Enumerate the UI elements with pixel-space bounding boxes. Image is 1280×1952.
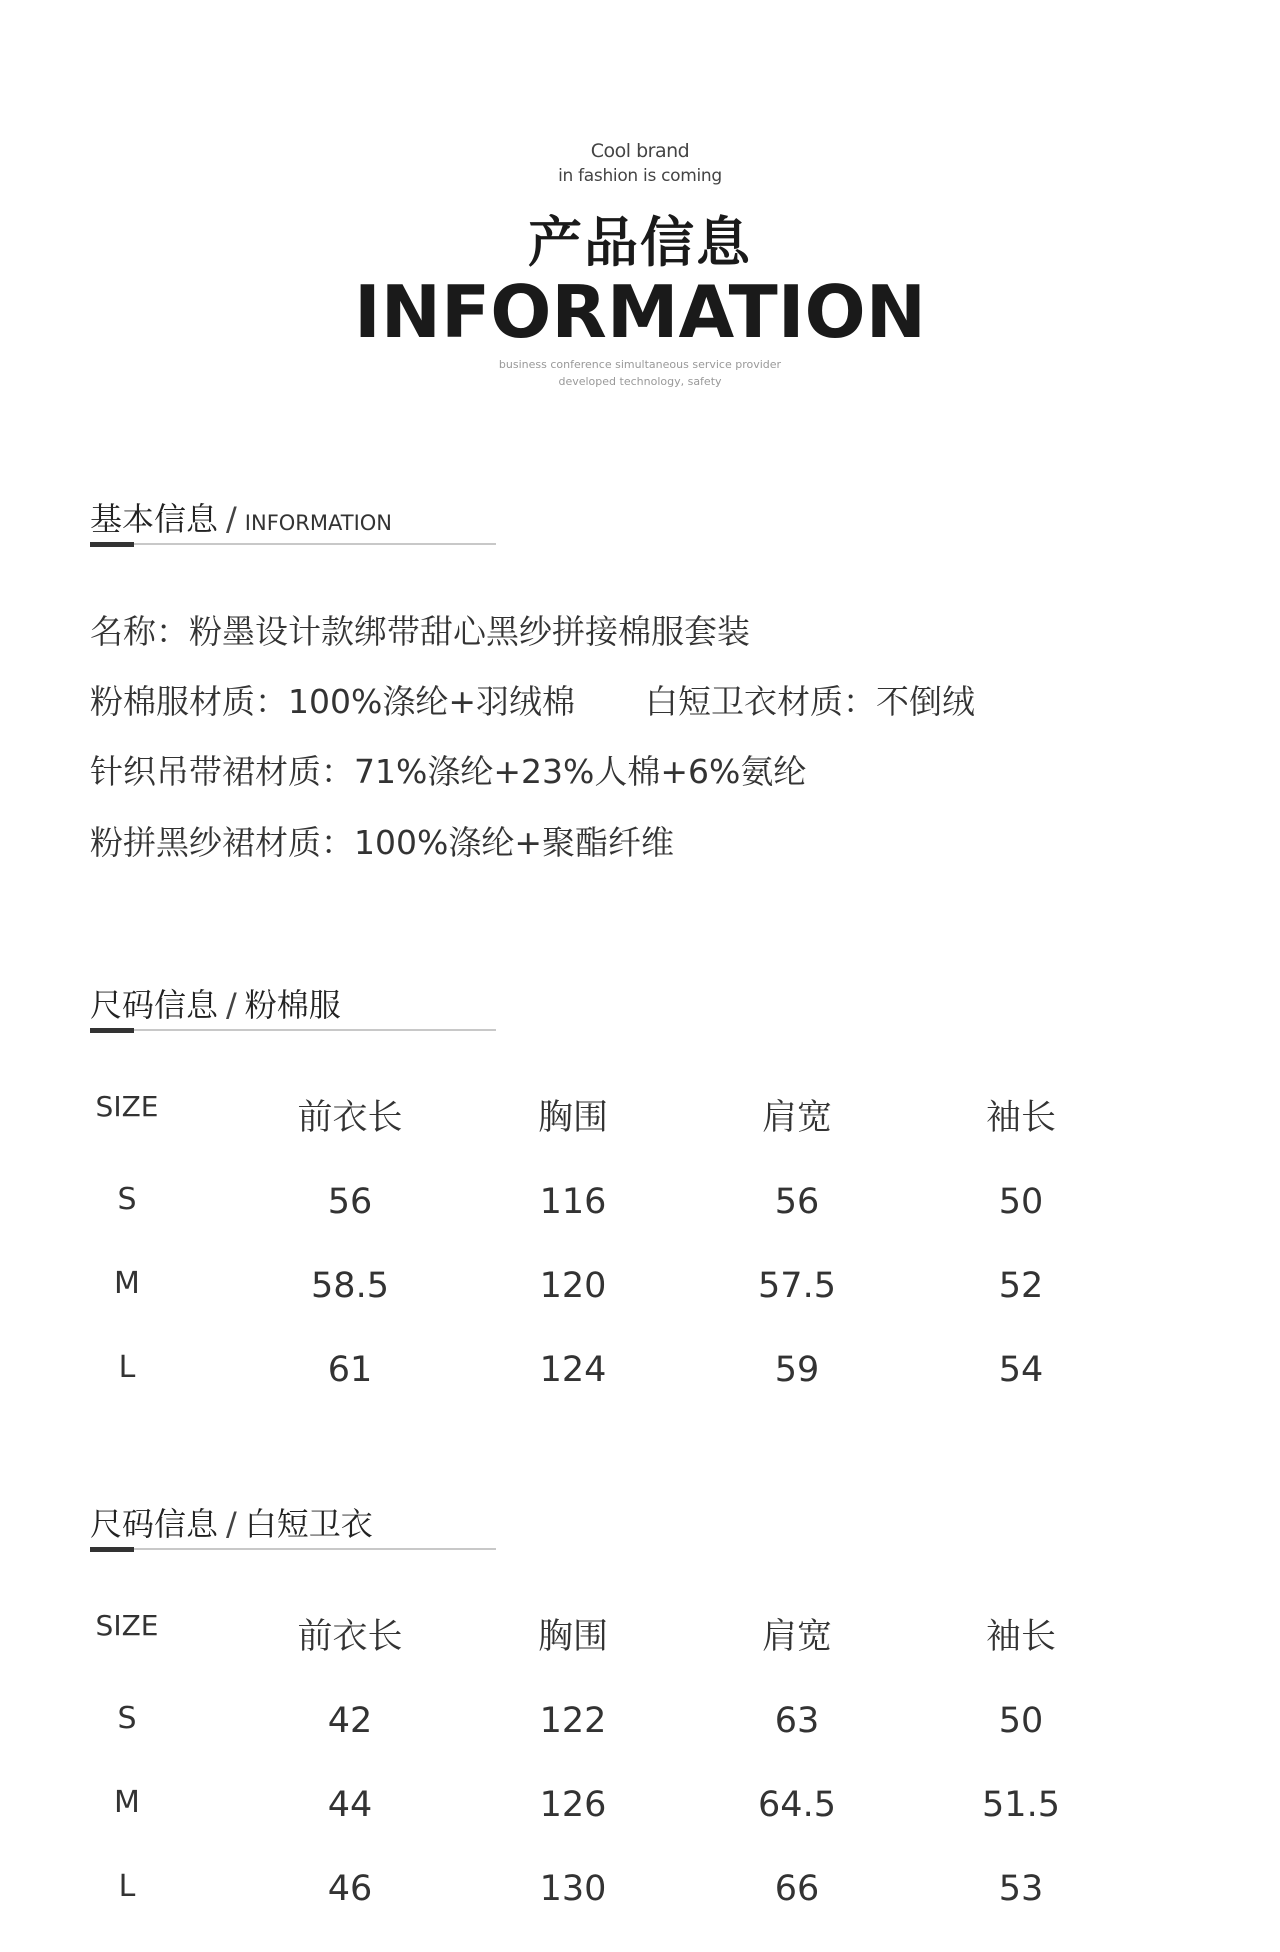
info-line-materials-1 <box>90 676 975 723</box>
cell-value: 50 <box>998 1182 1044 1222</box>
size-label: M <box>114 1266 140 1301</box>
col-header-shoulder: 肩宽 <box>761 1617 832 1657</box>
section-accent-bar <box>90 1028 134 1033</box>
section-divider <box>90 1029 496 1031</box>
col-header-size: SIZE <box>95 1609 159 1642</box>
cell-value: 44 <box>327 1785 373 1825</box>
cell-value: 66 <box>774 1869 820 1909</box>
cell-value: 42 <box>327 1701 373 1741</box>
cell-value: 126 <box>539 1785 607 1825</box>
section-divider <box>90 543 496 545</box>
info-line-name: 名称：粉墨设计款绑带甜心黑纱拼接棉服套装 <box>90 612 750 651</box>
table-row <box>0 1701 1280 1751</box>
col-header-size: SIZE <box>95 1090 159 1123</box>
size-table-1-header <box>90 980 496 1040</box>
basic-info-title <box>90 494 392 540</box>
section-divider <box>90 1548 496 1550</box>
info-white-hoodie-material: 白短卫衣材质：不倒绒 <box>645 682 975 721</box>
cell-value: 54 <box>998 1350 1044 1390</box>
hero-tagline-1: Cool brand <box>590 140 690 162</box>
size-label: S <box>117 1182 137 1217</box>
cell-value: 61 <box>327 1350 373 1390</box>
basic-info-title-en: INFORMATION <box>244 511 393 535</box>
cell-value: 46 <box>327 1869 373 1909</box>
size-table-2-header <box>90 1499 496 1559</box>
col-header-chest: 胸围 <box>537 1617 608 1657</box>
hero-title-cn: 产品信息 <box>528 211 752 274</box>
info-line-knit-dress: 针织吊带裙材质：71%涤纶+23%人棉+6%氨纶 <box>90 752 807 791</box>
size-table-2-title <box>90 1499 373 1545</box>
col-header-front-length: 前衣长 <box>297 1098 403 1138</box>
cell-value: 52 <box>998 1266 1044 1306</box>
table-row <box>0 1785 1280 1835</box>
size-table-1-subtitle: 粉棉服 <box>244 986 341 1024</box>
cell-value: 50 <box>998 1701 1044 1741</box>
table-row <box>0 1266 1280 1316</box>
col-header-front-length: 前衣长 <box>297 1617 403 1657</box>
table-header-row <box>0 1090 1280 1140</box>
cell-value: 116 <box>539 1182 607 1222</box>
cell-value: 53 <box>998 1869 1044 1909</box>
cell-value: 124 <box>539 1350 607 1390</box>
size-label: M <box>114 1785 140 1820</box>
title-slash: / <box>226 1505 237 1543</box>
cell-value: 130 <box>539 1869 607 1909</box>
col-header-shoulder: 肩宽 <box>761 1098 832 1138</box>
size-label: S <box>117 1701 137 1736</box>
basic-info-header <box>90 494 496 554</box>
table-row <box>0 1182 1280 1232</box>
cell-value: 122 <box>539 1701 607 1741</box>
cell-value: 57.5 <box>758 1266 836 1306</box>
col-header-sleeve: 袖长 <box>985 1098 1056 1138</box>
cell-value: 51.5 <box>982 1785 1060 1825</box>
info-line-gauze-skirt: 粉拼黑纱裙材质：100%涤纶+聚酯纤维 <box>90 823 674 862</box>
title-slash: / <box>226 500 237 538</box>
cell-value: 120 <box>539 1266 607 1306</box>
col-header-sleeve: 袖长 <box>985 1617 1056 1657</box>
title-slash: / <box>226 986 237 1024</box>
section-accent-bar <box>90 542 134 547</box>
section-accent-bar <box>90 1547 134 1552</box>
cell-value: 56 <box>327 1182 373 1222</box>
cell-value: 63 <box>774 1701 820 1741</box>
size-table-2-title-cn: 尺码信息 <box>90 1505 219 1543</box>
size-label: L <box>118 1350 136 1385</box>
size-table-2-subtitle: 白短卫衣 <box>244 1505 373 1543</box>
size-table-1-title <box>90 980 341 1026</box>
cell-value: 58.5 <box>311 1266 389 1306</box>
size-label: L <box>118 1869 136 1904</box>
cell-value: 64.5 <box>758 1785 836 1825</box>
table-header-row <box>0 1609 1280 1659</box>
hero-tagline-2: in fashion is coming <box>558 166 722 186</box>
basic-info-title-cn: 基本信息 <box>90 500 219 538</box>
hero-title-en: INFORMATION <box>353 270 927 354</box>
size-table-1-title-cn: 尺码信息 <box>90 986 219 1024</box>
col-header-chest: 胸围 <box>537 1098 608 1138</box>
hero-subtext-2: developed technology, safety <box>558 375 722 388</box>
table-row <box>0 1869 1280 1919</box>
cell-value: 56 <box>774 1182 820 1222</box>
hero-subtext-1: business conference simultaneous service provider <box>498 358 782 371</box>
info-pink-cotton-material: 粉棉服材质：100%涤纶+羽绒棉 <box>90 682 575 721</box>
table-row <box>0 1350 1280 1400</box>
cell-value: 59 <box>774 1350 820 1390</box>
